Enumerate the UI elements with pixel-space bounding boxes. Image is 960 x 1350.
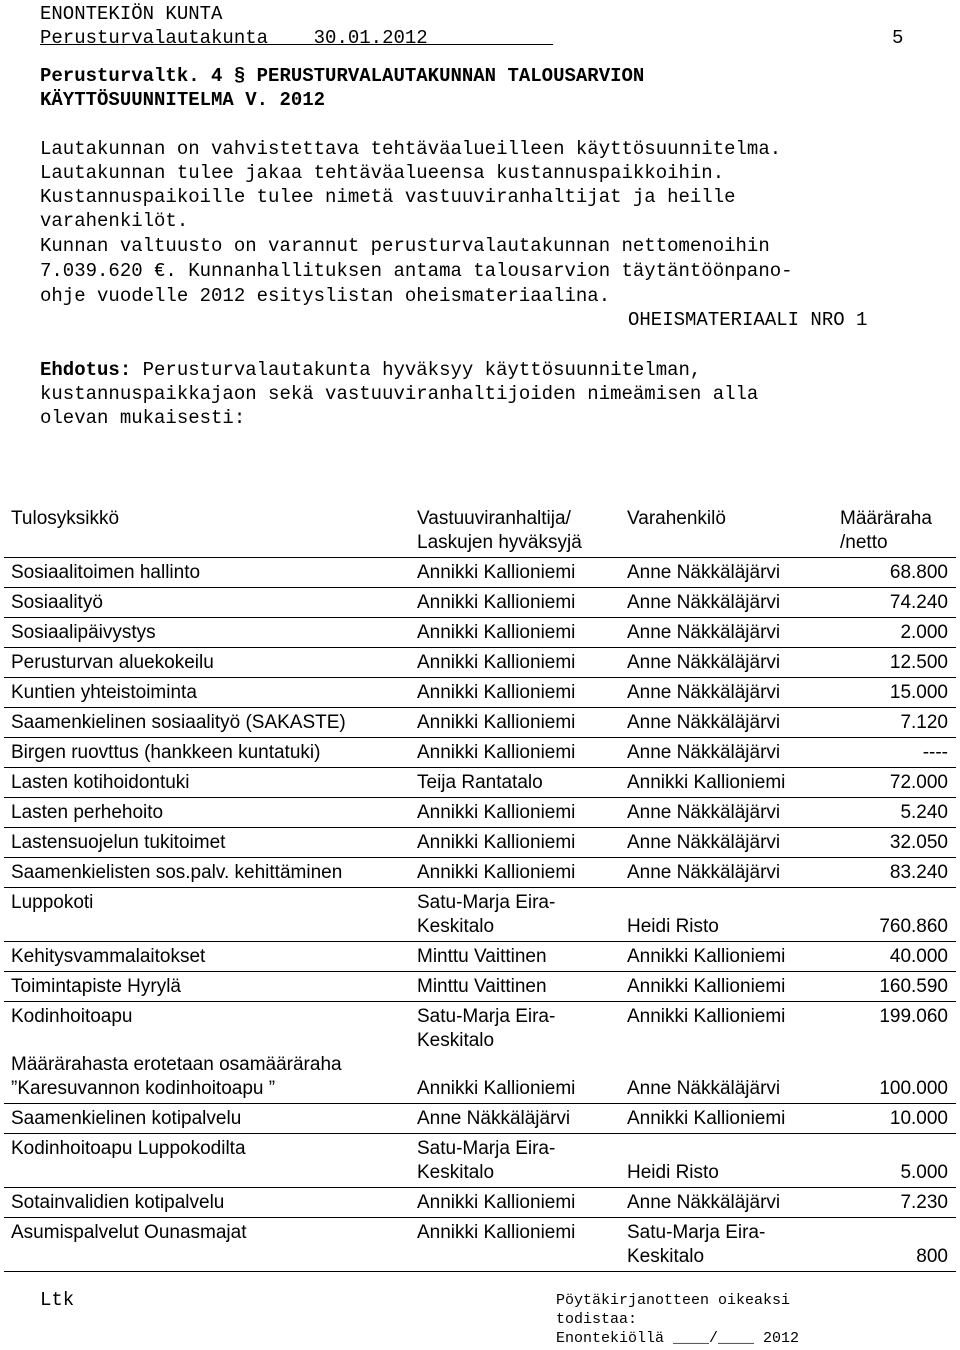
cell-amount: 10.000 — [833, 1104, 956, 1134]
cell-responsible: Annikki Kallioniemi — [410, 798, 620, 828]
cell-unit: Kuntien yhteistoiminta — [4, 678, 410, 708]
header-board-line — [40, 26, 553, 50]
table-body-1 — [4, 558, 956, 888]
body-line-3: Kustannuspaikoille tulee nimetä vastuuviranhaltijat ja heille — [40, 186, 736, 208]
cell-responsible: Minttu Vaittinen — [410, 972, 620, 1002]
cell-amount: 7.120 — [833, 708, 956, 738]
cell-deputy — [620, 1218, 833, 1272]
cell-responsible: Annikki Kallioniemi — [410, 1218, 620, 1272]
body-line-7: ohje vuodelle 2012 esityslistan oheismateriaalina. — [40, 285, 611, 307]
cell-responsible: Anne Näkkäläjärvi — [410, 1104, 620, 1134]
table-body-2 — [4, 942, 956, 1002]
cell-deputy-1: Satu-Marja Eira- — [627, 1222, 766, 1243]
cell-responsible: Annikki Kallioniemi — [410, 648, 620, 678]
cell-deputy: Anne Näkkäläjärvi — [620, 858, 833, 888]
cell-responsible-1: Satu-Marja Eira- — [417, 1006, 556, 1027]
table-row-luppokoti — [4, 888, 956, 942]
table-row — [4, 942, 956, 972]
cell-deputy: Anne Näkkäläjärvi — [620, 738, 833, 768]
header-municipality: ENONTEKIÖN KUNTA — [40, 3, 223, 25]
cell-amount: 2.000 — [833, 618, 956, 648]
cell-deputy: Anne Näkkäläjärvi — [620, 828, 833, 858]
cell-responsible: Annikki Kallioniemi — [410, 678, 620, 708]
cell-responsible: Annikki Kallioniemi — [410, 828, 620, 858]
cell-unit: Birgen ruovttus (hankkeen kuntatuki) — [4, 738, 410, 768]
proposal-line-2: kustannuspaikkajaon sekä vastuuviranhaltijoiden nimeämisen alla — [40, 383, 759, 405]
col-header-amount — [833, 504, 956, 558]
cell-responsible: Annikki Kallioniemi — [410, 588, 620, 618]
section-title-line1 — [40, 64, 644, 88]
cell-unit: Perusturvan aluekokeilu — [4, 648, 410, 678]
table-row — [4, 618, 956, 648]
cell-sub-deputy: Anne Näkkäläjärvi — [627, 1078, 781, 1099]
table-row — [4, 798, 956, 828]
cell-unit: Toimintapiste Hyrylä — [4, 972, 410, 1002]
table-row-asumispalvelut — [4, 1218, 956, 1272]
table-row-sotainvalidit — [4, 1188, 956, 1218]
cell-deputy: Anne Näkkäläjärvi — [620, 1188, 833, 1218]
cell-responsible-2: Keskitalo — [417, 916, 495, 937]
cell-amount: 68.800 — [833, 558, 956, 588]
table-row-kodinhoitoapu — [4, 1002, 956, 1104]
section-title-2: KÄYTTÖSUUNNITELMA V. 2012 — [40, 89, 326, 111]
cell-unit: Kehitysvammalaitokset — [4, 942, 410, 972]
cell-unit: Luppokoti — [4, 888, 410, 942]
table-row — [4, 588, 956, 618]
proposal-label: Ehdotus: — [40, 359, 132, 381]
col-header-responsible-1: Vastuuviranhaltija/ — [417, 508, 571, 529]
cell-responsible: Annikki Kallioniemi — [410, 858, 620, 888]
col-header-deputy: Varahenkilö — [620, 504, 833, 558]
table-row — [4, 678, 956, 708]
cell-amount: 32.050 — [833, 828, 956, 858]
footer-initials: Ltk — [40, 1289, 75, 1311]
col-header-unit: Tulosyksikkö — [4, 504, 410, 558]
table-row — [4, 858, 956, 888]
cell-unit: Sosiaalityö — [4, 588, 410, 618]
cell-amount — [833, 1002, 956, 1104]
table-row — [4, 738, 956, 768]
cell-amount: 15.000 — [833, 678, 956, 708]
cell-unit: Lastensuojelun tukitoimet — [4, 828, 410, 858]
proposal-line-1 — [40, 358, 701, 382]
body-line-5: Kunnan valtuusto on varannut perusturvalautakunnan nettomenoihin — [40, 235, 770, 257]
table-row — [4, 708, 956, 738]
cell-amount: 5.240 — [833, 798, 956, 828]
header-date: 30.01.2012 — [313, 27, 428, 49]
cell-amount: 83.240 — [833, 858, 956, 888]
cell-sub-amount: 100.000 — [879, 1078, 948, 1099]
col-header-responsible-2: Laskujen hyväksyjä — [417, 532, 582, 553]
cell-deputy: Anne Näkkäläjärvi — [620, 708, 833, 738]
table-row — [4, 648, 956, 678]
cell-amount: 72.000 — [833, 768, 956, 798]
table-header-row — [4, 504, 956, 558]
header-gap-1 — [268, 27, 314, 49]
section-title-1: PERUSTURVALAUTAKUNNAN TALOUSARVION — [256, 65, 645, 87]
cell-amount: 5.000 — [833, 1134, 956, 1188]
cell-amount: ---- — [833, 738, 956, 768]
cell-deputy: Heidi Risto — [620, 888, 833, 942]
proposal-text-1: Perusturvalautakunta hyväksyy käyttösuunnitelman, — [142, 359, 702, 381]
footer-place-date: Enontekiöllä ____/____ 2012 — [556, 1330, 800, 1347]
cell-unit: Saamenkielinen sosiaalityö (SAKASTE) — [4, 708, 410, 738]
cell-amount-main: 199.060 — [879, 1006, 948, 1027]
cell-responsible: Annikki Kallioniemi — [410, 708, 620, 738]
table-row — [4, 558, 956, 588]
cell-amount: 7.230 — [833, 1188, 956, 1218]
cell-amount: 12.500 — [833, 648, 956, 678]
cell-responsible-1: Satu-Marja Eira- — [417, 1138, 556, 1159]
table-row — [4, 972, 956, 1002]
col-header-amount-1: Määräraha — [840, 508, 932, 529]
cell-responsible: Annikki Kallioniemi — [410, 558, 620, 588]
cell-deputy: Anne Näkkäläjärvi — [620, 678, 833, 708]
header-page-number: 5 — [892, 27, 904, 49]
cell-responsible: Annikki Kallioniemi — [410, 738, 620, 768]
body-line-2: Lautakunnan tulee jakaa tehtäväalueensa kustannuspaikkoihin. — [40, 162, 725, 184]
cell-deputy: Anne Näkkäläjärvi — [620, 558, 833, 588]
budget-table — [4, 504, 956, 1272]
cell-responsible: Annikki Kallioniemi — [410, 1188, 620, 1218]
cell-deputy: Heidi Risto — [620, 1134, 833, 1188]
cell-unit: Lasten perhehoito — [4, 798, 410, 828]
footer-certified-2: todistaa: — [556, 1311, 638, 1328]
cell-unit: Kodinhoitoapu Luppokodilta — [4, 1134, 410, 1188]
cell-deputy-main: Annikki Kallioniemi — [627, 1006, 786, 1027]
table-row-saamenkielinen-kotipalvelu — [4, 1104, 956, 1134]
cell-responsible — [410, 1002, 620, 1104]
table-row — [4, 828, 956, 858]
cell-deputy: Annikki Kallioniemi — [620, 1104, 833, 1134]
cell-amount: 800 — [833, 1218, 956, 1272]
header-gap-2 — [428, 27, 553, 49]
cell-deputy: Annikki Kallioniemi — [620, 768, 833, 798]
col-header-responsible — [410, 504, 620, 558]
cell-amount: 160.590 — [833, 972, 956, 1002]
attachment-ref: OHEISMATERIAALI NRO 1 — [628, 309, 868, 331]
cell-amount: 40.000 — [833, 942, 956, 972]
cell-deputy: Anne Näkkäläjärvi — [620, 588, 833, 618]
col-header-amount-2: /netto — [840, 532, 888, 553]
cell-responsible: Minttu Vaittinen — [410, 942, 620, 972]
cell-unit: Asumispalvelut Ounasmajat — [4, 1218, 410, 1272]
cell-responsible-2: Keskitalo — [417, 1162, 495, 1183]
header-board: Perusturvalautakunta — [40, 27, 269, 49]
cell-unit — [4, 1002, 410, 1104]
cell-responsible — [410, 1134, 620, 1188]
footer-certified-1: Pöytäkirjanotteen oikeaksi — [556, 1292, 791, 1309]
cell-deputy: Annikki Kallioniemi — [620, 942, 833, 972]
cell-deputy — [620, 1002, 833, 1104]
cell-deputy: Anne Näkkäläjärvi — [620, 798, 833, 828]
cell-sub-unit-2: ”Karesuvannon kodinhoitoapu ” — [11, 1078, 276, 1099]
body-line-1: Lautakunnan on vahvistettava tehtäväalueilleen käyttösuunnitelma. — [40, 138, 782, 160]
cell-responsible-2: Keskitalo — [417, 1030, 495, 1051]
proposal-line-3: olevan mukaisesti: — [40, 407, 246, 429]
cell-deputy-2: Keskitalo — [627, 1246, 705, 1267]
cell-unit-main: Kodinhoitoapu — [11, 1006, 133, 1027]
cell-unit: Sotainvalidien kotipalvelu — [4, 1188, 410, 1218]
cell-responsible: Annikki Kallioniemi — [410, 618, 620, 648]
cell-responsible-1: Satu-Marja Eira- — [417, 892, 556, 913]
cell-deputy: Annikki Kallioniemi — [620, 972, 833, 1002]
cell-unit: Lasten kotihoidontuki — [4, 768, 410, 798]
table-row — [4, 768, 956, 798]
cell-responsible: Teija Rantatalo — [410, 768, 620, 798]
cell-unit: Saamenkielisten sos.palv. kehittäminen — [4, 858, 410, 888]
cell-unit: Saamenkielinen kotipalvelu — [4, 1104, 410, 1134]
body-line-6: 7.039.620 €. Kunnanhallituksen antama talousarvion täytäntöönpano- — [40, 260, 793, 282]
cell-amount: 74.240 — [833, 588, 956, 618]
cell-sub-unit-1: Määrärahasta erotetaan osamääräraha — [11, 1054, 342, 1075]
cell-deputy: Anne Näkkäläjärvi — [620, 618, 833, 648]
section-ref: Perusturvaltk. 4 § — [40, 65, 246, 87]
cell-unit: Sosiaalitoimen hallinto — [4, 558, 410, 588]
cell-amount: 760.860 — [833, 888, 956, 942]
body-line-4: varahenkilöt. — [40, 210, 189, 232]
table-row-luppokodilta — [4, 1134, 956, 1188]
cell-responsible — [410, 888, 620, 942]
cell-sub-responsible: Annikki Kallioniemi — [417, 1078, 576, 1099]
cell-unit: Sosiaalipäivystys — [4, 618, 410, 648]
cell-deputy: Anne Näkkäläjärvi — [620, 648, 833, 678]
